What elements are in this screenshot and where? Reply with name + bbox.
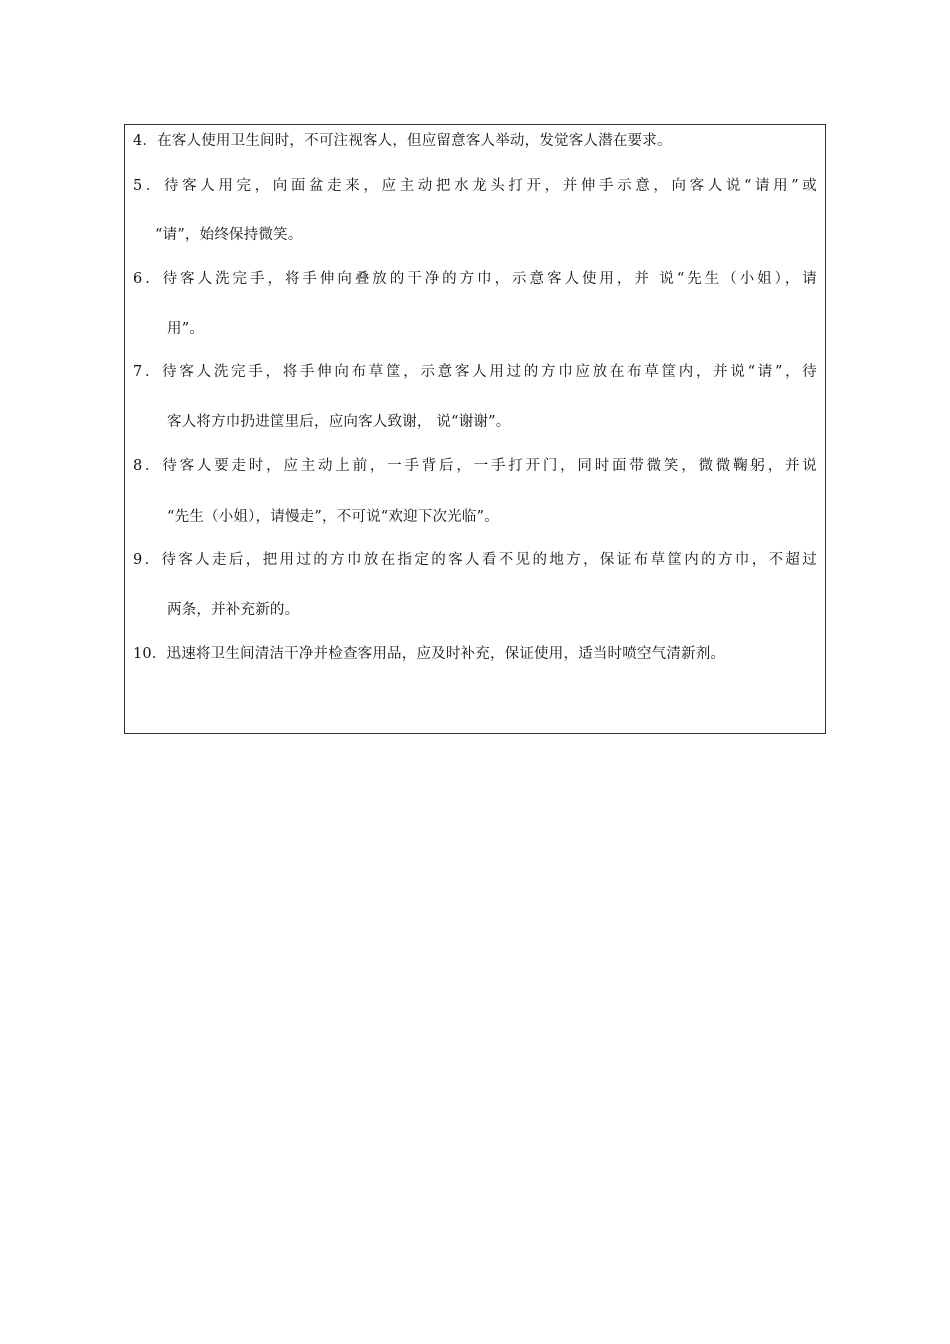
item-5-line-1: 5．待客人用完，向面盆走来，应主动把水龙头打开，并伸手示意，向客人说“请用”或: [133, 178, 817, 194]
item-9-line-1: 9．待客人走后，把用过的方巾放在指定的客人看不见的地方，保证布草筐内的方巾，不超过: [133, 552, 817, 568]
item-9-line-2: 两条，并补充新的。: [167, 602, 300, 618]
item-7-line-2: 客人将方巾扔进筐里后，应向客人致谢， 说“谢谢”。: [167, 414, 511, 430]
document-box: [124, 124, 826, 734]
item-6-line-2: 用”。: [167, 321, 205, 337]
item-7-line-1: 7．待客人洗完手，将手伸向布草筐，示意客人用过的方巾应放在布草筐内，并说“请”，待: [133, 364, 817, 380]
item-8-line-2: “先生（小姐），请慢走”，不可说“欢迎下次光临”。: [167, 509, 499, 525]
item-4-line-1: 4．在客人使用卫生间时，不可注视客人，但应留意客人举动，发觉客人潜在要求。: [133, 133, 672, 149]
item-10-line-1: 10．迅速将卫生间清洁干净并检查客用品，应及时补充，保证使用，适当时喷空气清新剂。: [133, 646, 726, 662]
item-8-line-1: 8．待客人要走时，应主动上前，一手背后，一手打开门，同时面带微笑，微微鞠躬，并说: [133, 458, 817, 474]
item-5-line-2: “请”，始终保持微笑。: [155, 227, 303, 243]
item-6-line-1: 6．待客人洗完手，将手伸向叠放的干净的方巾，示意客人使用，并 说“先生（小姐），请: [133, 271, 817, 287]
